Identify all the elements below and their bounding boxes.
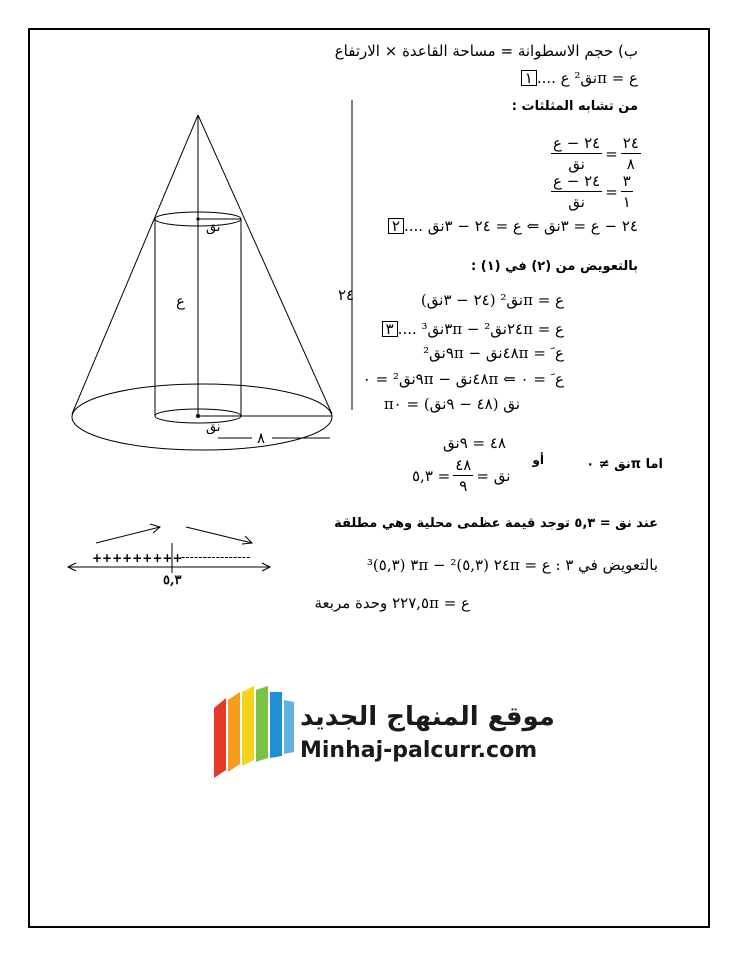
eq-volume-text: ع = πنق² ع .... <box>536 69 638 87</box>
decreasing-arrowhead <box>242 536 252 544</box>
fig-total-height-label: ٢٤ <box>338 286 355 304</box>
fig-bottom-radius-label: نق <box>206 420 221 435</box>
sign-minus: ---------------- <box>181 550 251 564</box>
sign-plus: +++++++++ <box>92 551 183 565</box>
r-value <box>412 456 510 495</box>
fig-cylinder-height-label: ع <box>176 292 185 310</box>
ratio1-left-den: ٨ <box>626 155 635 173</box>
ratio1-right-num: ٢٤ − ع <box>553 134 601 152</box>
substitution-3: بالتعويض في ٣ : ع = ٢٤π (٥,٣)² − ٣π (٥,٣)³ <box>366 556 658 574</box>
eq-48: ٤٨ = ٩نق <box>443 434 506 452</box>
line-b <box>382 321 564 337</box>
final-answer: ع = ٢٢٧,٥π وحدة مربعة <box>314 594 470 612</box>
or-word: أو <box>532 453 544 467</box>
ratio2-left-den: ١ <box>622 193 631 211</box>
cone-left-edge <box>72 115 198 414</box>
either-clause: اما πنق ≠ ٠ <box>586 457 663 472</box>
eq-volume <box>521 70 638 86</box>
increasing-arrow <box>96 527 160 543</box>
logo-english-text: Minhaj-palcurr.com <box>300 738 538 763</box>
substitution-title: بالتعويض من (٢) في (١) : <box>471 259 638 274</box>
similar-triangles-title: من تشابه المثلثات : <box>511 99 638 114</box>
cone-base-ellipse <box>72 384 332 450</box>
ratio2-left-num: ٣ <box>622 172 631 190</box>
line-c: ع َ = ٤٨πنق − ٩πنق² <box>423 344 564 362</box>
line-e: πنق (٤٨ − ٩نق) = ٠ <box>383 395 520 413</box>
r-value-suffix: = ٥,٣ <box>412 466 451 485</box>
ratio1-eq: = <box>605 144 618 163</box>
r-frac-den: ٩ <box>459 477 468 495</box>
conclusion: عند نق = ٥,٣ توجد قيمة عظمى محلية وهي مطلقة <box>334 516 658 531</box>
ratio1-left-num: ٢٤ <box>622 134 639 152</box>
ratio-1 <box>548 134 644 173</box>
line-b-tag: ٣ <box>382 321 398 337</box>
fig-top-radius-label: نق <box>206 220 221 235</box>
cylinder-top-center-dot <box>196 217 199 220</box>
line-b-text: ع = ٢٤πنق² − ٣πنق³ .... <box>397 320 564 338</box>
ratio1-right-den: نق <box>568 155 585 173</box>
heading: ب) حجم الاسطوانة = مساحة القاعدة × الارتفاع <box>334 42 638 60</box>
sign-critical-value: ٥,٣ <box>163 573 182 588</box>
r-value-prefix: نق = <box>476 466 511 485</box>
ratio2-eq: = <box>605 182 618 201</box>
r-frac-num: ٤٨ <box>455 456 472 474</box>
logo-arabic-text: موقع المنهاج الجديد <box>300 702 555 732</box>
eq-height-tag: ٢ <box>388 218 404 234</box>
line-d: ع َ = ٠ ⇐ ٤٨πنق − ٩πنق² = ٠ <box>362 370 564 388</box>
eq-height <box>388 218 638 234</box>
ratio-2 <box>548 172 636 211</box>
line-a: ع = πنق² (٢٤ − ٣نق) <box>420 291 564 309</box>
cone-right-edge <box>198 115 332 414</box>
fig-base-radius-label: ٨ <box>257 429 266 447</box>
cone-center-dot <box>196 414 200 418</box>
ratio2-right-num: ٢٤ − ع <box>553 172 601 190</box>
eq-volume-tag: ١ <box>521 70 537 86</box>
ratio2-right-den: نق <box>568 193 585 211</box>
eq-height-text: ٢٤ − ع = ٣نق ⇐ ع = ٢٤ − ٣نق .... <box>403 217 638 235</box>
decreasing-arrow <box>186 527 252 543</box>
logo-book-icon <box>214 686 294 778</box>
